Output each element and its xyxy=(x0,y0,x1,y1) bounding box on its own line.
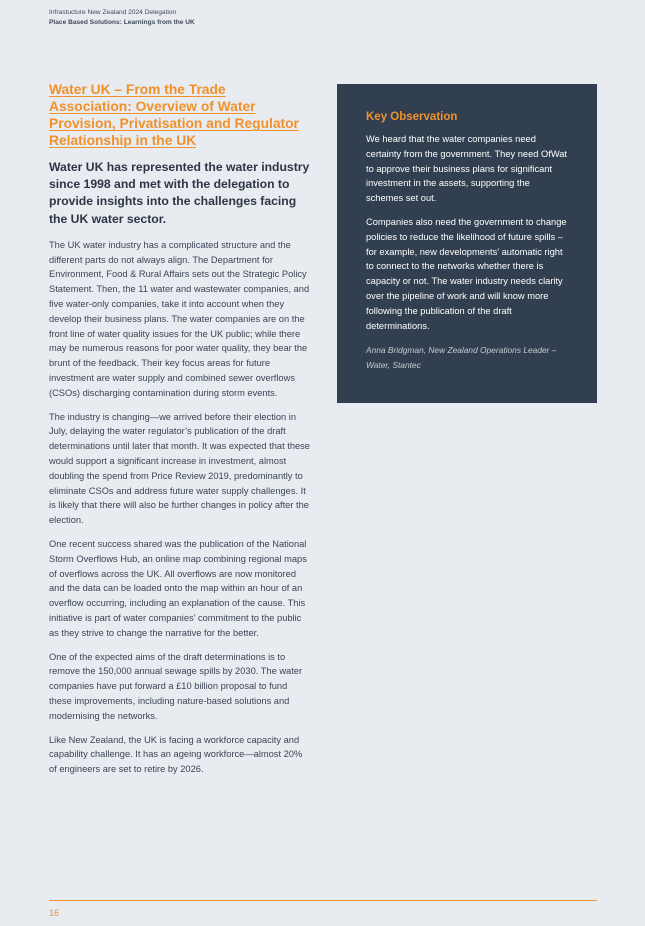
article-lead: Water UK has represented the water industry since 1998 and met with the delegation to provide insights into the challenges facing the UK water sector. xyxy=(49,160,310,226)
body-paragraph: One of the expected aims of the draft determinations is to remove the 150,000 annual sewage spills by 2030. The water companies have put forward a £10 billion proposal to fund these improvements, including nature-based solutions and modernising the networks. xyxy=(49,651,303,721)
header-publication: Infrastucture New Zealand 2024 Delegation xyxy=(49,9,177,16)
body-paragraph: The UK water industry has a complicated structure and the different parts do not always align. The Department for Environment, Food & Rural Affairs sets out the Strategic Policy Statement. Then, the 11 water and wastewater companies, and five water-only companies, take it into account when they develop their business plans. The water companies are on the front line of water quality issues for the UK public; while there may be numerous reasons for poor water quality, they bear the brunt of the feedback. Their key focus areas for future investment are water supply and combined sewer overflows (CSOs) discharging contamination during storm events. xyxy=(49,239,310,398)
body-paragraph: The industry is changing—we arrived before their election in July, delaying the water regulator’s publication of the draft determinations until later that month. It was expected that these would support a significant increase in investment, almost doubling the spend from Price Review 2019, predominantly to eliminate CSOs and address future water supply challenges. It is likely that there will also be further changes in policy after the election. xyxy=(49,411,310,526)
callout-paragraph: Companies also need the government to change policies to reduce the likelihood of future spills – for example, new developments’ automatic right to connect to the networks whether there is capacity or not. The water industry needs clarity over the pipeline of work and will know more following the publication of the draft determinations. xyxy=(366,216,567,331)
body-paragraph: Like New Zealand, the UK is facing a workforce capacity and capability challenge. It has an ageing workforce—almost 20% of engineers are set to retire by 2026. xyxy=(49,734,303,775)
title-line: Relationship in the UK xyxy=(49,133,197,148)
page-number: 16 xyxy=(49,908,60,918)
title-line: Water UK – From the Trade xyxy=(49,82,226,97)
article-column xyxy=(49,81,311,786)
title-line: Provision, Privatisation and Regulator xyxy=(49,116,299,131)
title-line: Association: Overview of Water xyxy=(49,99,256,114)
running-header xyxy=(49,8,195,27)
article-title xyxy=(49,81,311,149)
body-paragraph: One recent success shared was the publication of the National Storm Overflows Hub, an online map combining regional maps of overflows across the UK. All overflows are now monitored and the data can be loaded onto the map within an hour of an overflow occurring, including an explanation of the cause. This initiative is part of water companies’ commitment to the public as they strive to change the narrative for the better. xyxy=(49,538,307,638)
header-section: Place Based Solutions: Learnings from the UK xyxy=(49,18,195,26)
callout-paragraph: We heard that the water companies need certainty from the government. They need OfWat to approve their business plans for significant investment in the assets, supporting the schemes set out. xyxy=(366,134,568,204)
callout-attribution: Anna Bridgman, New Zealand Operations Leader – Water, Stantec xyxy=(366,345,557,371)
key-observation-callout xyxy=(337,84,597,403)
callout-heading: Key Observation xyxy=(366,111,458,123)
footer-divider xyxy=(49,900,597,901)
